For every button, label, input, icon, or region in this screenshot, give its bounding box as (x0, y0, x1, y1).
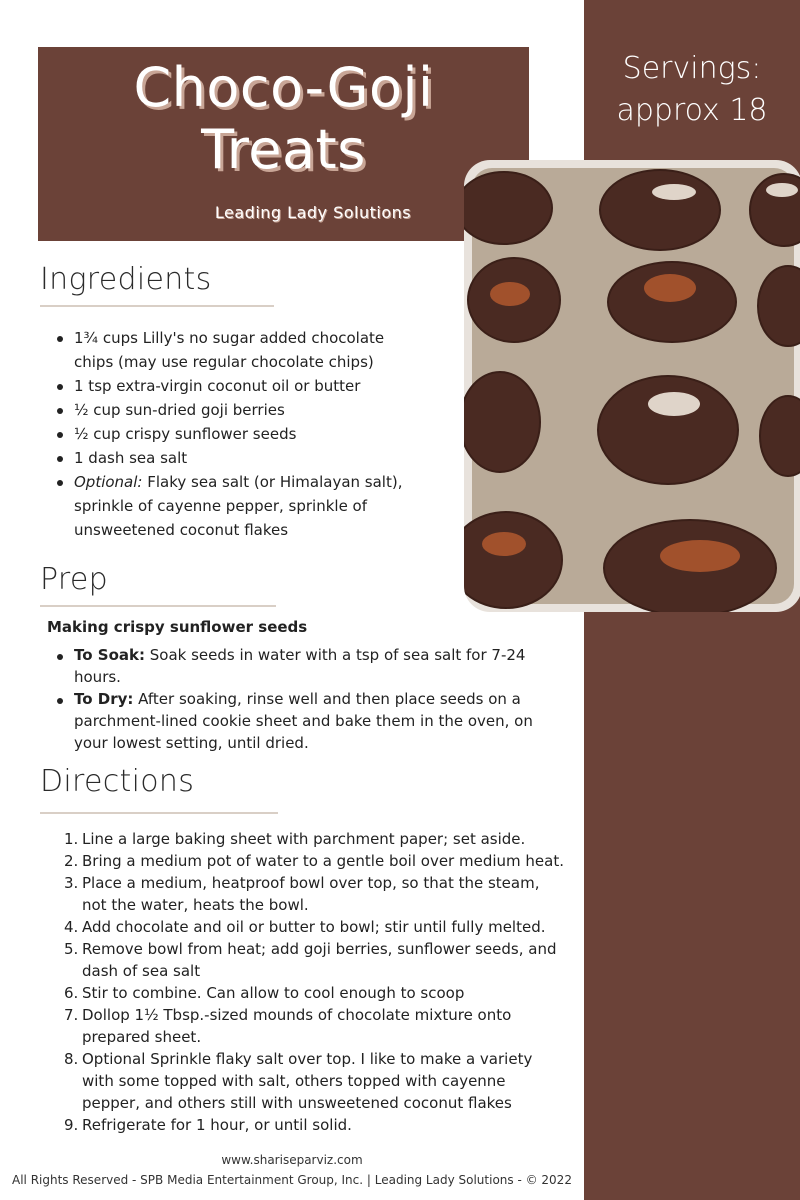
title-banner (38, 47, 529, 241)
footer-copyright: All Rights Reserved - SPB Media Entertainment Group, Inc. | Leading Lady Solutions - © 2022 (12, 1173, 572, 1187)
prep-rule (40, 605, 276, 607)
chocolate-treats-photo (464, 160, 800, 612)
list-item: ½ cup crispy sunflower seeds (50, 422, 410, 446)
list-item: 3. Place a medium, heatproof bowl over top, so that the steam, not the water, heats the bowl. (64, 874, 540, 914)
ingredients-heading: Ingredients (40, 262, 212, 297)
list-item: 5. Remove bowl from heat; add goji berries, sunflower seeds, and dash of sea salt (64, 940, 557, 980)
prep-step-label: To Dry: (74, 690, 134, 708)
directions-list (64, 828, 564, 1136)
prep-heading: Prep (40, 562, 108, 597)
prep-subheading: Making crispy sunflower seeds (47, 618, 308, 636)
prep-step-label: To Soak: (74, 646, 145, 664)
ingredients-list (50, 326, 410, 542)
recipe-photo (464, 160, 800, 612)
list-item: To Soak: Soak seeds in water with a tsp of sea salt for 7-24 hours. (50, 644, 570, 688)
list-item: 1¾ cups Lilly's no sugar added chocolate chips (may use regular chocolate chips) (50, 326, 410, 374)
ingredients-rule (40, 305, 274, 307)
list-item: 1 tsp extra-virgin coconut oil or butter (50, 374, 410, 398)
list-item: 8. Optional Sprinkle flaky salt over top. I like to make a variety with some topped with salt, others topped with cayenne pepper, and others still with unsweetened coconut flakes (64, 1050, 533, 1112)
list-item: 9. Refrigerate for 1 hour, or until solid. (64, 1116, 352, 1134)
directions-heading: Directions (40, 764, 195, 799)
list-item: ½ cup sun-dried goji berries (50, 398, 410, 422)
servings-value: approx 18 (616, 93, 768, 128)
prep-list (50, 644, 570, 754)
list-item: 2. Bring a medium pot of water to a gentle boil over medium heat. (64, 852, 564, 870)
footer-website: www.shariseparviz.com (221, 1153, 363, 1167)
list-item: 6. Stir to combine. Can allow to cool enough to scoop (64, 984, 465, 1002)
list-item: To Dry: After soaking, rinse well and then place seeds on a parchment-lined cookie sheet and bake them in the oven, on your lowest setting, until dried. (50, 688, 570, 754)
optional-label: Optional: (74, 473, 143, 491)
list-item: 4. Add chocolate and oil or butter to bowl; stir until fully melted. (64, 918, 546, 936)
recipe-title-line-2: Treats (201, 118, 366, 181)
servings-label: Servings: (622, 51, 762, 86)
list-item: 7. Dollop 1½ Tbsp.-sized mounds of chocolate mixture onto prepared sheet. (64, 1006, 512, 1046)
recipe-title (38, 57, 529, 181)
list-item: 1 dash sea salt (50, 446, 410, 470)
brand-subtitle: Leading Lady Solutions (214, 203, 412, 222)
servings-block (584, 48, 800, 132)
directions-rule (40, 812, 278, 814)
recipe-title-line-1: Choco-Goji (133, 56, 434, 119)
list-item: Optional: Flaky sea salt (or Himalayan salt), sprinkle of cayenne pepper, sprinkle of unsweetened coconut flakes (50, 470, 410, 542)
list-item: 1. Line a large baking sheet with parchment paper; set aside. (64, 830, 526, 848)
